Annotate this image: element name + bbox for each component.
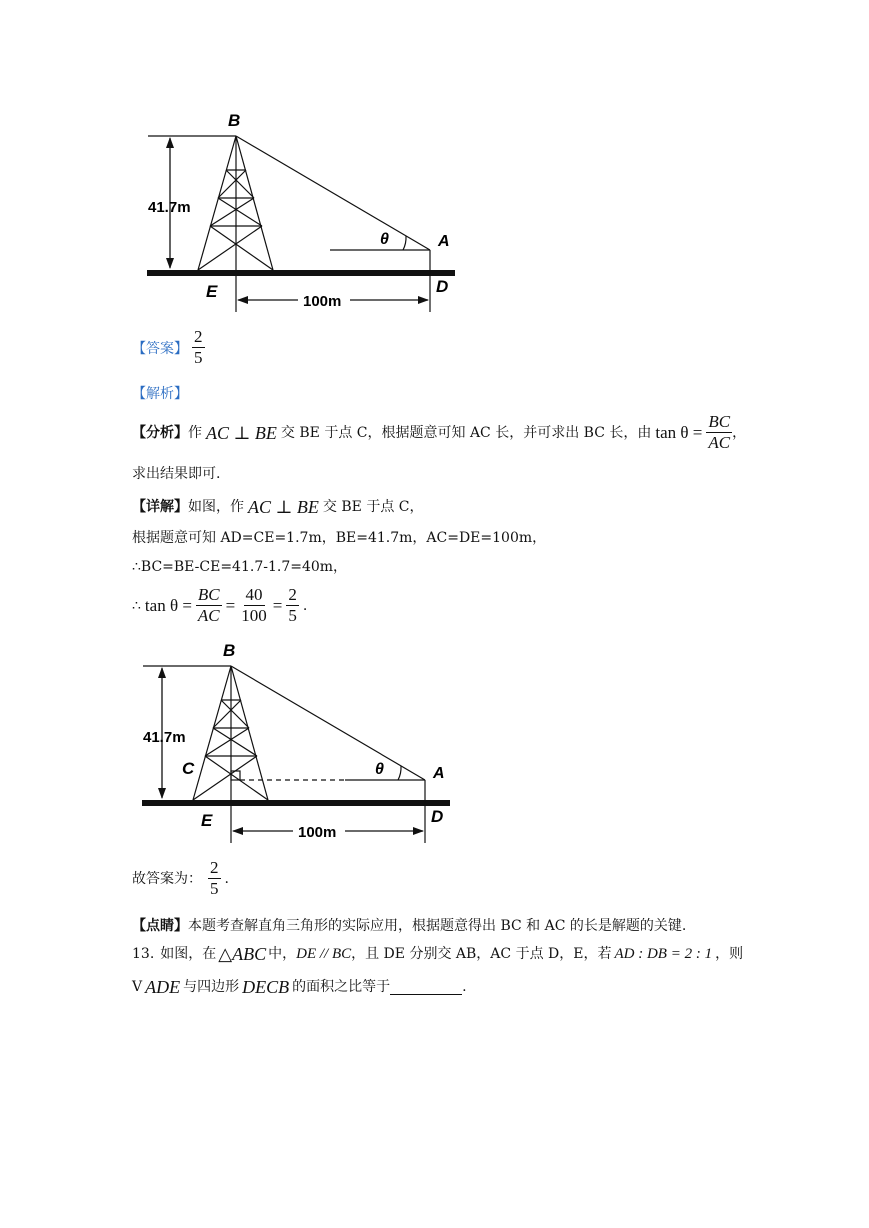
question13-line1 [132, 944, 743, 964]
dianjing-tag: 【点睛】 [132, 918, 188, 934]
final-answer-pre: 故答案为： [132, 870, 202, 887]
height-label: 41.7m [148, 199, 191, 216]
answer-blank[interactable] [390, 980, 462, 995]
q13-v: V [132, 979, 143, 995]
answer-label: 【答案】 [132, 340, 188, 357]
tower-figure-1 [140, 108, 470, 313]
label-C-2: C [182, 759, 195, 778]
q13-ratio: AD : DB = 2 : 1 [614, 946, 713, 962]
frac3-den: 5 [288, 606, 297, 625]
equals-2: = [272, 595, 283, 615]
label-B: B [228, 111, 241, 130]
xiangjie-line1 [132, 497, 424, 517]
final-answer-row [132, 858, 229, 899]
fenxi-line [132, 412, 746, 453]
final-answer-end: . [224, 870, 229, 887]
ground-line [147, 270, 455, 276]
frac2-den: 100 [241, 606, 267, 625]
xiangjie-frac1 [196, 585, 222, 626]
label-D: D [436, 277, 449, 296]
fenxi-fraction [706, 412, 732, 453]
distance-label: 100m [303, 293, 342, 310]
frac1-num: BC [197, 585, 220, 604]
label-D-2: D [431, 807, 444, 826]
fenxi-line2: 求出结果即可. [132, 466, 221, 482]
q13-ade: ADE [145, 977, 181, 997]
distance-label-2: 100m [298, 824, 337, 841]
answer-row [132, 327, 205, 368]
question13-line2 [132, 977, 467, 997]
xiangjie-pre: 如图，作 [188, 499, 244, 515]
tower [198, 136, 273, 270]
fenxi-tan: tan θ = [655, 422, 703, 442]
xiangjie-line3: ∴BC=BE-CE=41.7-1.7=40m， [132, 559, 348, 575]
label-E-2: E [201, 811, 213, 830]
label-B-2: B [223, 641, 236, 660]
q13-decb: DECB [242, 977, 290, 997]
ground-line-2 [142, 800, 450, 806]
label-theta: θ [380, 231, 389, 248]
q13-p3: ，且 DE 分别交 AB，AC 于点 D，E，若 [351, 946, 612, 962]
xiangjie-math: AC ⊥ BE [248, 497, 319, 517]
q13-end: . [462, 979, 467, 995]
answer-fraction [192, 327, 205, 368]
label-A-2: A [433, 765, 445, 782]
xiangjie-line2: 根据题意可知 AD=CE=1.7m，BE=41.7m，AC=DE=100m， [132, 530, 547, 546]
fenxi-mid: 交 BE 于点 C，根据题意可知 AC 长，并可求出 BC 长，由 [280, 424, 652, 441]
label-A: A [438, 233, 450, 250]
q13-mid: 与四边形 [183, 979, 240, 995]
tower-figure-2 [135, 638, 465, 846]
answer-denominator: 5 [194, 348, 203, 367]
xiangjie-line4 [132, 585, 307, 626]
xiangjie-frac3 [286, 585, 299, 626]
q13-triangle: △ABC [218, 944, 267, 964]
q13-number: 13. [132, 946, 155, 962]
therefore-symbol: ∴ [132, 597, 141, 614]
analysis-label: 【解析】 [132, 386, 188, 402]
xiangjie-tan: tan θ = [144, 595, 192, 615]
q13-p1: 如图，在 [160, 946, 217, 962]
fenxi-math: AC ⊥ BE [206, 422, 277, 443]
dianjing-line [132, 916, 686, 936]
dianjing-text: 本题考查解直角三角形的实际应用，根据题意得出 BC 和 AC 的长是解题的关键. [188, 918, 687, 934]
frac2-num: 40 [245, 585, 263, 604]
fenxi-comma: ， [732, 424, 747, 441]
equals-1: = [225, 595, 236, 615]
answer-numerator: 2 [194, 327, 203, 346]
q13-p2: 中， [268, 946, 297, 962]
xiangjie-tag: 【详解】 [132, 499, 188, 515]
height-label-2: 41.7m [143, 729, 186, 746]
xiangjie-post: 交 BE 于点 C， [322, 499, 424, 515]
fenxi-tag: 【分析】 [132, 424, 188, 441]
fenxi-frac-den: AC [708, 433, 731, 452]
q13-parallel: DE // BC [296, 946, 352, 962]
xiangjie-end: . [302, 597, 308, 614]
fenxi-pre: 作 [188, 424, 202, 441]
q13-post: 的面积之比等于 [292, 979, 391, 995]
xiangjie-frac2 [239, 585, 269, 626]
final-num: 2 [210, 858, 219, 877]
fenxi-frac-num: BC [708, 412, 731, 431]
final-answer-fraction [208, 858, 221, 899]
frac3-num: 2 [288, 585, 297, 604]
label-E: E [206, 282, 218, 301]
label-theta-2: θ [375, 761, 384, 778]
q13-p4: ，则 [715, 946, 744, 962]
final-den: 5 [210, 879, 219, 898]
frac1-den: AC [197, 606, 220, 625]
